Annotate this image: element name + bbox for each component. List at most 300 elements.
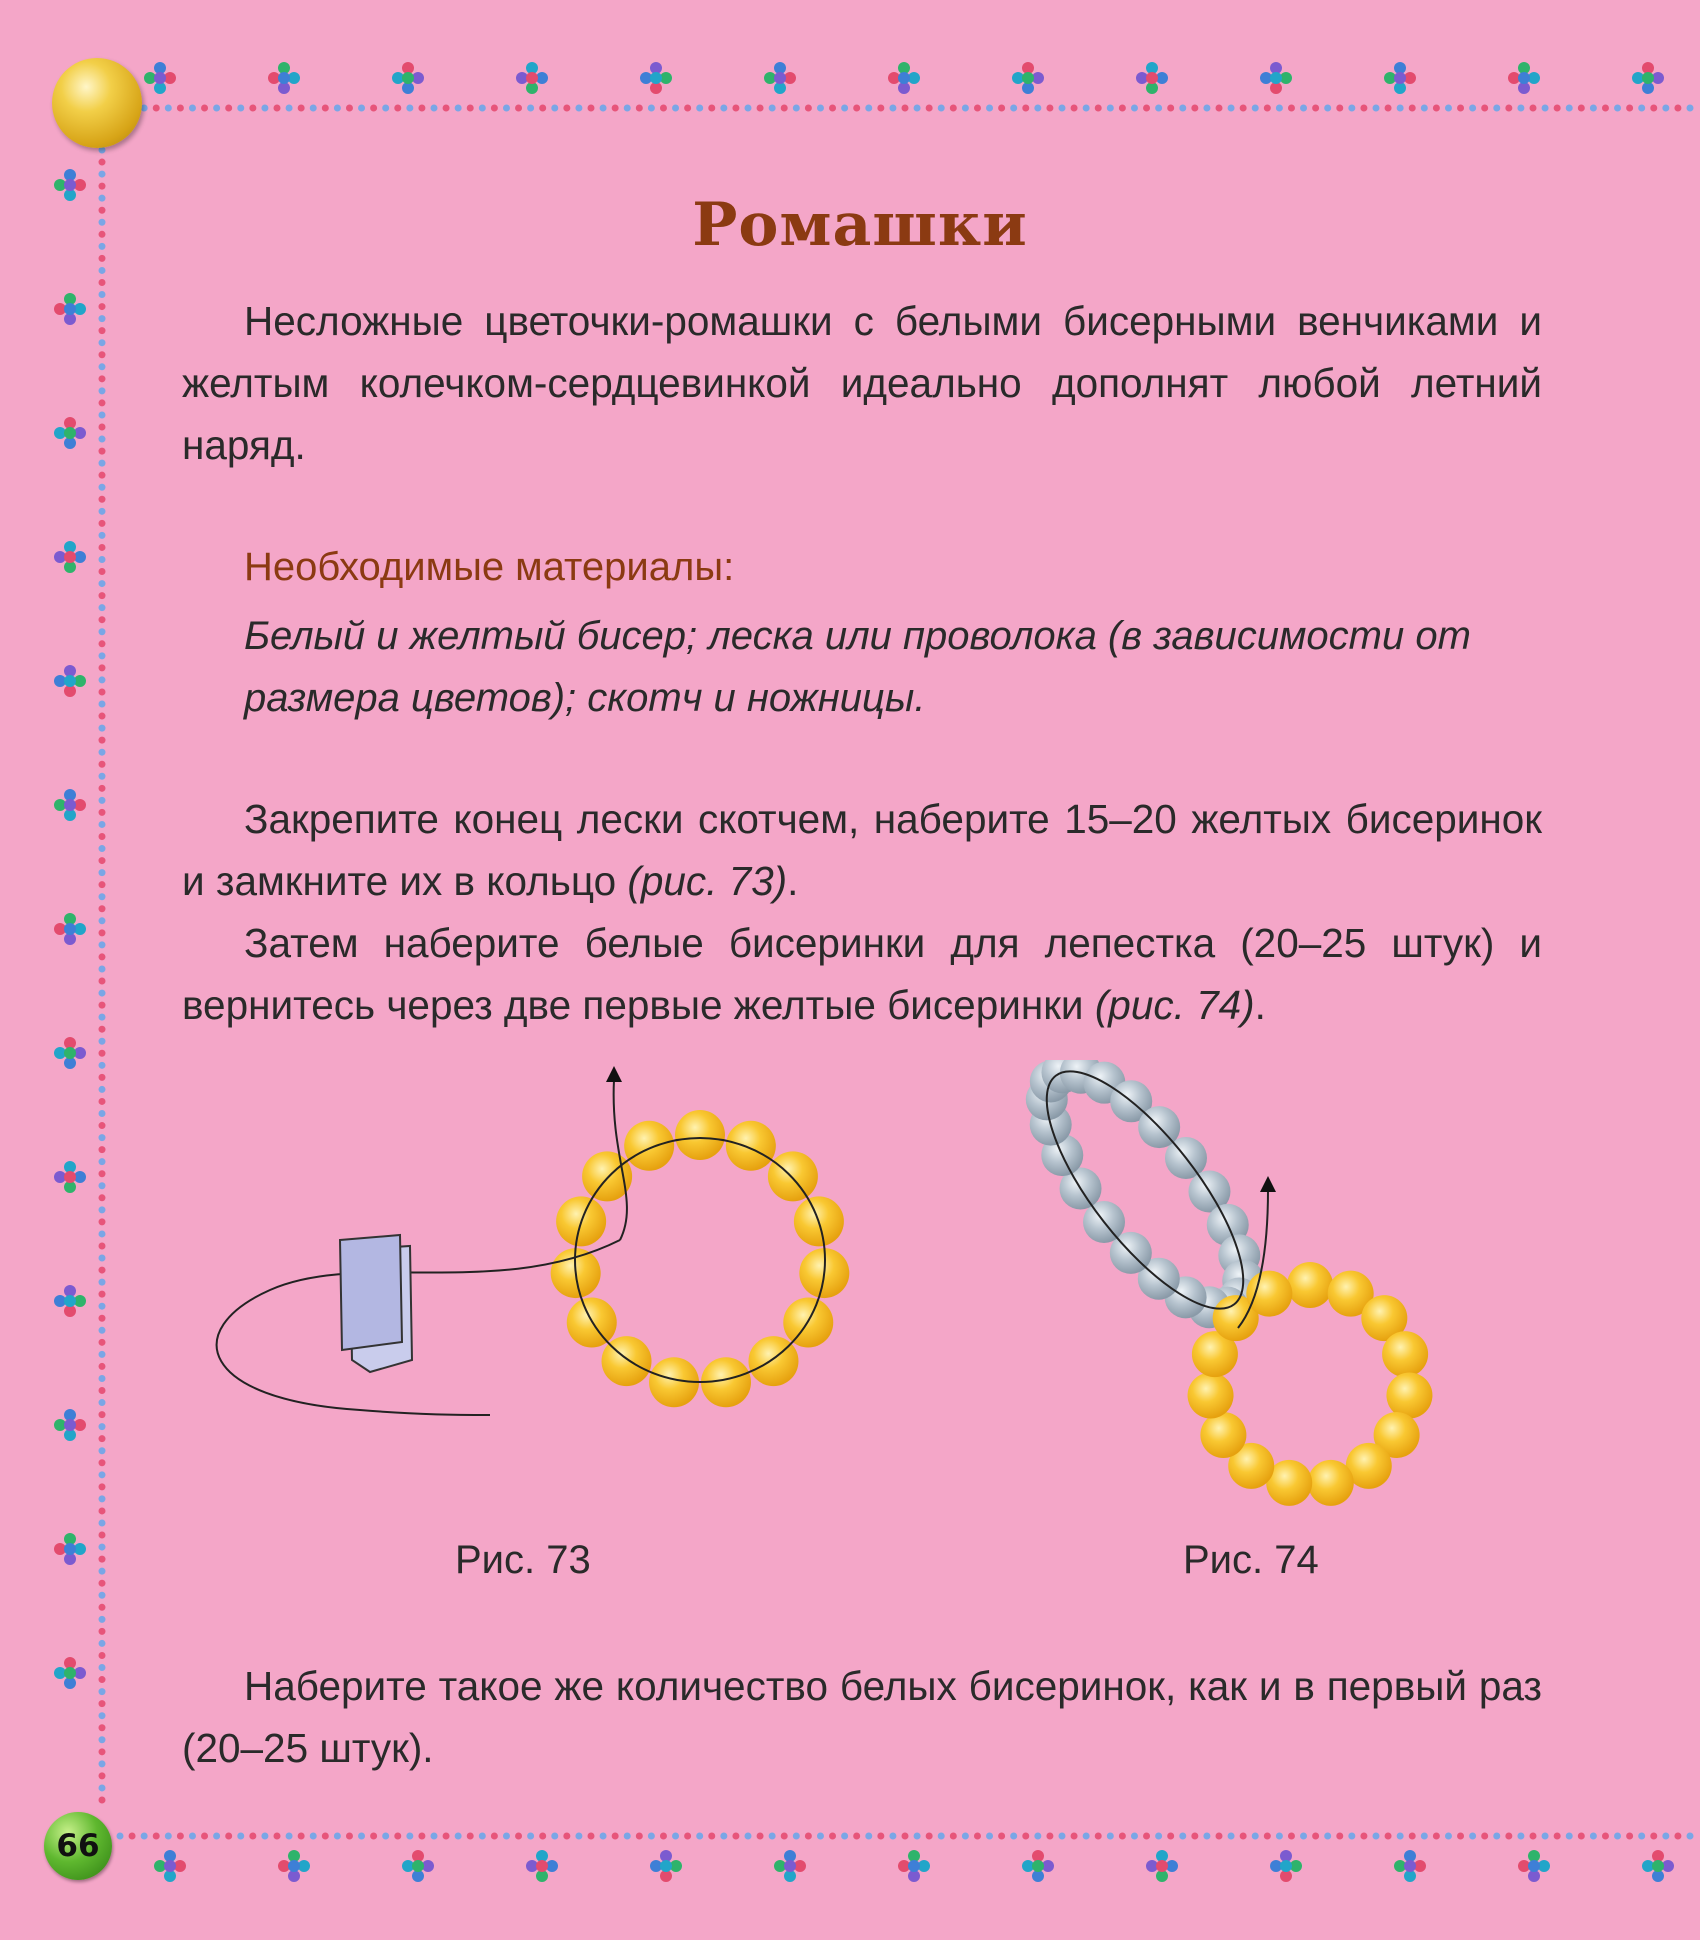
border-bead [443,105,450,112]
border-bead [1397,105,1404,112]
border-bead [998,105,1005,112]
border-bead [908,1860,920,1872]
border-bead [889,105,896,112]
border-bead [99,1628,106,1635]
border-bead [99,351,106,358]
border-bead [563,105,570,112]
border-bead [784,1860,796,1872]
border-bead [672,1833,679,1840]
border-bead [99,1652,106,1659]
border-bead [99,1700,106,1707]
border-bead [1530,105,1537,112]
border-bead [99,1411,106,1418]
border-bead [99,183,106,190]
border-bead [99,1267,106,1274]
border-bead [99,1712,106,1719]
border-bead [1530,1833,1537,1840]
border-bead [938,1833,945,1840]
border-bead [1143,105,1150,112]
border-bead [99,640,106,647]
border-bead [650,72,662,84]
border-bead [1518,72,1530,84]
border-bead [1662,1833,1669,1840]
border-bead [1300,1833,1307,1840]
figure-74 [1000,1060,1520,1520]
border-bead [99,436,106,443]
border-bead [551,105,558,112]
border-bead [394,1833,401,1840]
border-bead [322,105,329,112]
border-bead [99,628,106,635]
border-bead [99,556,106,563]
border-bead [781,105,788,112]
border-bead [1167,1833,1174,1840]
arrow-up-icon [1260,1176,1276,1192]
border-bead [99,1507,106,1514]
border-bead [1445,1833,1452,1840]
border-bead [99,1122,106,1129]
border-bead [902,105,909,112]
border-bead [274,105,281,112]
border-bead [588,105,595,112]
page-number: 66 [56,1828,100,1864]
border-bead [64,427,76,439]
border-bead [1203,1833,1210,1840]
border-bead [99,1447,106,1454]
border-bead [99,1315,106,1322]
border-bead [974,1833,981,1840]
border-bead [165,105,172,112]
border-bead [1155,1833,1162,1840]
step1-paragraph [182,788,1542,912]
border-bead [1071,1833,1078,1840]
border-bead [1554,1833,1561,1840]
border-bead [261,105,268,112]
border-bead [310,1833,317,1840]
border-bead [99,1038,106,1045]
border-bead [914,105,921,112]
border-bead [720,1833,727,1840]
border-bead [99,845,106,852]
step1-end: . [787,858,799,904]
border-bead [950,105,957,112]
border-bead [889,1833,896,1840]
border-bead [1481,1833,1488,1840]
border-bead [1203,105,1210,112]
materials-text: Белый и желтый бисер; леска или проволока (в зависимости от размера цветов); скотч и ножницы. [244,614,1471,720]
border-bead [117,1833,124,1840]
border-bead [926,1833,933,1840]
border-bead [278,72,290,84]
border-bead [1652,1860,1664,1872]
border-bead [1360,105,1367,112]
border-bead [1276,1833,1283,1840]
border-bead [99,929,106,936]
border-bead [1614,1833,1621,1840]
border-bead [99,725,106,732]
border-bead [99,1291,106,1298]
border-bead [99,1399,106,1406]
border-bead [1095,1833,1102,1840]
border-bead [1493,105,1500,112]
border-bead [99,676,106,683]
border-bead [394,105,401,112]
border-bead [1131,1833,1138,1840]
border-bead [1300,105,1307,112]
border-bead [99,652,106,659]
border-bead [745,1833,752,1840]
border-bead [129,1833,136,1840]
border-bead [99,195,106,202]
border-bead [334,105,341,112]
border-bead [99,399,106,406]
border-bead [1566,105,1573,112]
border-bead [1385,1833,1392,1840]
border-bead [99,1170,106,1177]
border-bead [189,105,196,112]
border-bead [1528,1860,1540,1872]
border-bead [99,1146,106,1153]
border-bead [99,1218,106,1225]
border-bead [99,869,106,876]
border-bead [99,1676,106,1683]
border-bead [1554,105,1561,112]
border-bead [1312,1833,1319,1840]
border-bead [99,1327,106,1334]
border-bead [99,1519,106,1526]
border-bead [334,1833,341,1840]
border-bead [99,1363,106,1370]
border-bead [99,1459,106,1466]
border-bead [1083,105,1090,112]
border-bead [455,1833,462,1840]
border-bead [406,105,413,112]
border-bead [286,105,293,112]
border-bead [99,978,106,985]
border-bead [99,496,106,503]
border-bead [64,1543,76,1555]
border-bead [660,105,667,112]
border-bead [64,1295,76,1307]
border-bead [1022,105,1029,112]
border-bead [99,1748,106,1755]
border-bead [708,1833,715,1840]
border-bead [1155,105,1162,112]
border-bead [99,1760,106,1767]
border-bead [865,105,872,112]
border-bead [1385,105,1392,112]
border-bead [1059,105,1066,112]
border-bead [515,1833,522,1840]
border-bead [1095,105,1102,112]
border-bead [1469,105,1476,112]
border-bead [539,1833,546,1840]
border-bead [624,105,631,112]
border-bead [877,105,884,112]
border-bead [99,688,106,695]
fig74-caption: Рис. 74 [1183,1538,1319,1582]
border-bead [99,387,106,394]
border-bead [418,1833,425,1840]
border-bead [1071,105,1078,112]
border-bead [99,255,106,262]
border-bead [418,105,425,112]
border-bead [99,1495,106,1502]
border-bead [1046,1833,1053,1840]
border-bead [412,1860,424,1872]
border-bead [99,231,106,238]
border-bead [99,1026,106,1033]
border-bead [99,881,106,888]
border-bead [99,604,106,611]
border-bead [99,1375,106,1382]
border-bead [1228,1833,1235,1840]
border-bead [358,105,365,112]
border-bead [1264,105,1271,112]
border-bead [515,105,522,112]
border-bead [141,1833,148,1840]
border-bead [99,460,106,467]
border-bead [1119,105,1126,112]
border-bead [431,105,438,112]
step2-text: Затем наберите белые бисеринки для лепестка (20–25 штук) и вернитесь через две первые желтые бисеринки [182,920,1542,1028]
border-bead [99,1074,106,1081]
border-bead [382,105,389,112]
border-bead [99,1724,106,1731]
border-bead [1034,105,1041,112]
border-bead [64,1667,76,1679]
border-bead [491,1833,498,1840]
border-bead [99,1544,106,1551]
border-bead [99,315,106,322]
border-bead [201,105,208,112]
border-bead [99,1242,106,1249]
border-bead [99,592,106,599]
border-bead [99,1050,106,1057]
border-bead [99,737,106,744]
border-bead [99,1279,106,1286]
border-bead [99,1664,106,1671]
border-bead [99,1110,106,1117]
border-bead [64,1419,76,1431]
border-bead [99,291,106,298]
border-bead [99,508,106,515]
border-bead [99,664,106,671]
border-bead [64,675,76,687]
border-bead [539,105,546,112]
border-bead [1288,105,1295,112]
border-bead [974,105,981,112]
border-bead [732,105,739,112]
border-bead [648,105,655,112]
border-bead [551,1833,558,1840]
border-bead [841,105,848,112]
border-bead [902,1833,909,1840]
border-bead [370,105,377,112]
border-bead [99,339,106,346]
border-bead [99,544,106,551]
border-bead [491,105,498,112]
border-bead [1542,105,1549,112]
border-bead [1578,105,1585,112]
border-bead [99,1784,106,1791]
border-bead [99,1568,106,1575]
border-bead [99,809,106,816]
materials-heading: Необходимые материалы: [244,545,735,589]
border-bead [877,1833,884,1840]
border-bead [503,105,510,112]
fig74-ref: (рис. 74) [1094,982,1255,1028]
border-bead [99,1387,106,1394]
border-bead [99,761,106,768]
border-bead [1146,72,1158,84]
border-bead [829,105,836,112]
border-bead [213,105,220,112]
border-bead [805,1833,812,1840]
border-bead [165,1833,172,1840]
border-bead [288,1860,300,1872]
border-bead [225,105,232,112]
border-bead [1360,1833,1367,1840]
yellow-bead [1386,1372,1432,1418]
border-bead [358,1833,365,1840]
border-bead [1674,1833,1681,1840]
border-bead [99,448,106,455]
border-bead [99,1423,106,1430]
border-bead [1240,1833,1247,1840]
step2-end: . [1254,982,1266,1028]
border-bead [99,893,106,900]
border-bead [64,1171,76,1183]
border-bead [536,1860,548,1872]
border-bead [1517,1833,1524,1840]
border-bead [455,105,462,112]
fig73-ref: (рис. 73) [627,858,788,904]
border-bead [672,105,679,112]
border-bead [402,72,414,84]
border-bead [1046,105,1053,112]
page-title: Ромашки [692,190,1028,260]
border-bead [1336,1833,1343,1840]
border-bead [781,1833,788,1840]
yellow-bead [1188,1372,1234,1418]
border-bead [817,1833,824,1840]
border-bead [213,1833,220,1840]
border-bead [636,1833,643,1840]
border-bead [708,105,715,112]
border-bead [1034,1833,1041,1840]
fig73-caption: Рис. 73 [455,1538,591,1582]
border-bead [1107,1833,1114,1840]
border-bead [99,375,106,382]
border-bead [64,303,76,315]
border-bead [1373,1833,1380,1840]
border-bead [1324,105,1331,112]
border-bead [1626,105,1633,112]
border-bead [1445,105,1452,112]
border-bead [99,327,106,334]
border-bead [64,1047,76,1059]
border-bead [99,1351,106,1358]
yellow-bead [726,1121,776,1171]
border-bead [99,520,106,527]
border-bead [696,105,703,112]
border-bead [99,785,106,792]
border-bead [99,1592,106,1599]
border-bead [527,105,534,112]
border-bead [467,105,474,112]
border-bead [443,1833,450,1840]
border-bead [793,105,800,112]
border-bead [1107,105,1114,112]
border-bead [1590,1833,1597,1840]
border-bead [1179,105,1186,112]
border-bead [950,1833,957,1840]
border-bead [600,1833,607,1840]
border-bead [479,1833,486,1840]
figure-73 [200,1060,860,1440]
border-bead [1650,105,1657,112]
border-bead [648,1833,655,1840]
border-bead [99,616,106,623]
border-bead [201,1833,208,1840]
border-bead [1638,105,1645,112]
border-bead [261,1833,268,1840]
border-bead [99,1062,106,1069]
border-bead [563,1833,570,1840]
border-bead [1602,105,1609,112]
border-bead [684,1833,691,1840]
border-bead [769,1833,776,1840]
border-bead [64,923,76,935]
border-bead [1324,1833,1331,1840]
border-bead [64,179,76,191]
border-bead [99,990,106,997]
border-bead [99,773,106,780]
border-bead [745,105,752,112]
border-bead [1421,1833,1428,1840]
border-bead [757,1833,764,1840]
border-bead [99,1098,106,1105]
border-bead [99,1580,106,1587]
border-bead [99,363,106,370]
border-bead [503,1833,510,1840]
border-bead [1650,1833,1657,1840]
border-bead [1542,1833,1549,1840]
border-bead [99,1556,106,1563]
border-bead [99,1230,106,1237]
border-bead [1280,1860,1292,1872]
border-bead [1481,105,1488,112]
border-bead [99,1471,106,1478]
border-bead [660,1860,672,1872]
border-bead [99,1772,106,1779]
border-bead [99,1158,106,1165]
border-bead [817,105,824,112]
border-bead [636,105,643,112]
border-bead [1348,105,1355,112]
border-bead [153,1833,160,1840]
border-bead [99,713,106,720]
border-bead [938,105,945,112]
border-bead [99,1134,106,1141]
step2-paragraph [182,912,1542,1036]
border-bead [624,1833,631,1840]
border-bead [1614,105,1621,112]
border-bead [527,1833,534,1840]
border-bead [298,105,305,112]
border-bead [1348,1833,1355,1840]
